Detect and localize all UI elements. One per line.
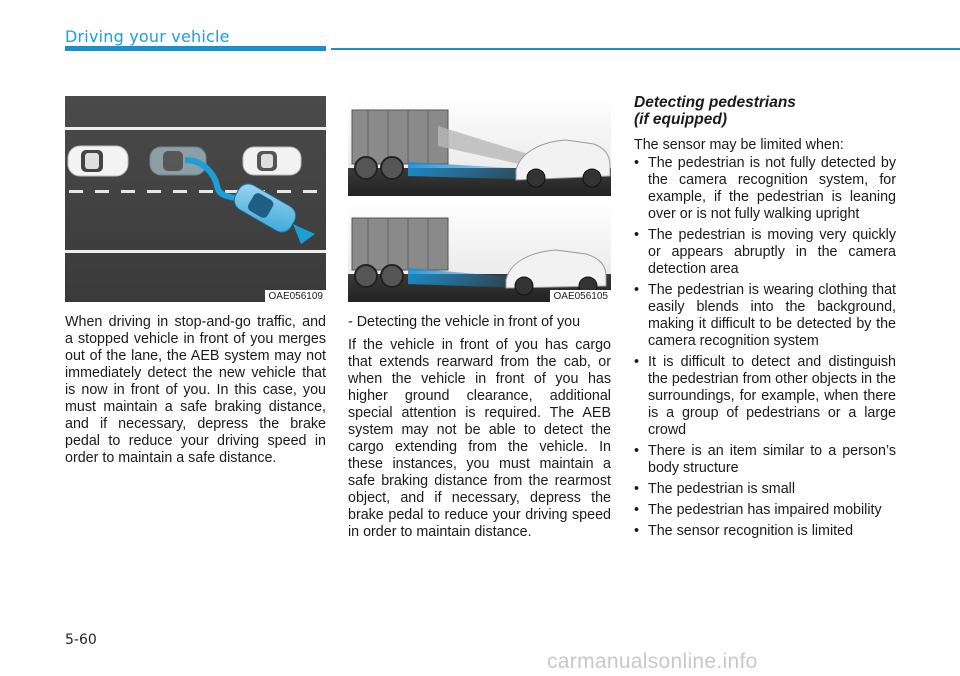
header-rule-thick [65, 46, 326, 51]
list-item: • The pedestrian has impaired mobility [634, 502, 896, 519]
stopped-car-front [68, 146, 128, 176]
figure-code: OAE056105 [550, 290, 612, 302]
lane-change-figure [65, 96, 326, 302]
list-item: • The pedestrian is moving very quickly or appears abruptly in the camera detection area [634, 227, 896, 278]
intro-text: The sensor may be limited when: [634, 137, 844, 153]
lane-change-illustration [65, 96, 326, 302]
heading-line1: Detecting pedestrians [634, 94, 796, 111]
middle-column [348, 314, 611, 547]
section-title: Driving your vehicle [65, 27, 230, 46]
figure-code: OAE056109 [265, 290, 327, 302]
list-item: • There is an item similar to a person’s body structure [634, 443, 896, 477]
middle-paragraph: If the vehicle in front of you has cargo that extends rearward from the cab, or when the vehicle in front of you has higher ground clearance, additional special attention is required. The AEB system may not be able to detect the cargo extending from the vehicle. In these instances, you must maintain a safe braking distance from the rearmost object, and if necessary, depress the brake pedal to reduce your driving speed in order to maintain distance. [348, 337, 611, 540]
page-number: 5-60 [65, 632, 97, 648]
left-column [65, 314, 326, 473]
heading-line2: (if equipped) [634, 111, 727, 128]
header-rule-thin [331, 48, 960, 50]
list-item: • The pedestrian is wearing clothing that easily blends into the background, making it difficult to be detected by the camera recognition system [634, 282, 896, 350]
truck-cargo-figure [348, 96, 611, 302]
list-item: • The pedestrian is small [634, 481, 896, 498]
left-paragraph: When driving in stop-and-go traffic, and a stopped vehicle in front of you merges out of the lane, the AEB system may not immediately detect the new vehicle that is now in front of you. In this case, you must maintain a safe braking distance, and if necessary, depress the brake pedal to reduce your driving speed in order to maintain a safe distance. [65, 314, 326, 466]
list-item: • The sensor recognition is limited [634, 523, 896, 540]
pedestrian-heading [634, 94, 914, 128]
truck-cargo-illustration [348, 96, 611, 302]
figure-caption: - Detecting the vehicle in front of you [348, 314, 581, 330]
limitations-list [634, 155, 896, 544]
watermark: carmanualsonline.info [547, 650, 758, 673]
list-item: • The pedestrian is not fully detected by the camera recognition system, for example, if the pedestrian is leaning over or is not fully walking upright [634, 155, 896, 223]
stopped-car-rear [243, 147, 301, 175]
list-item: • It is difficult to detect and distinguish the pedestrian from other objects in the surroundings, for example, when there is a group of pedestrians or a large crowd [634, 354, 896, 439]
